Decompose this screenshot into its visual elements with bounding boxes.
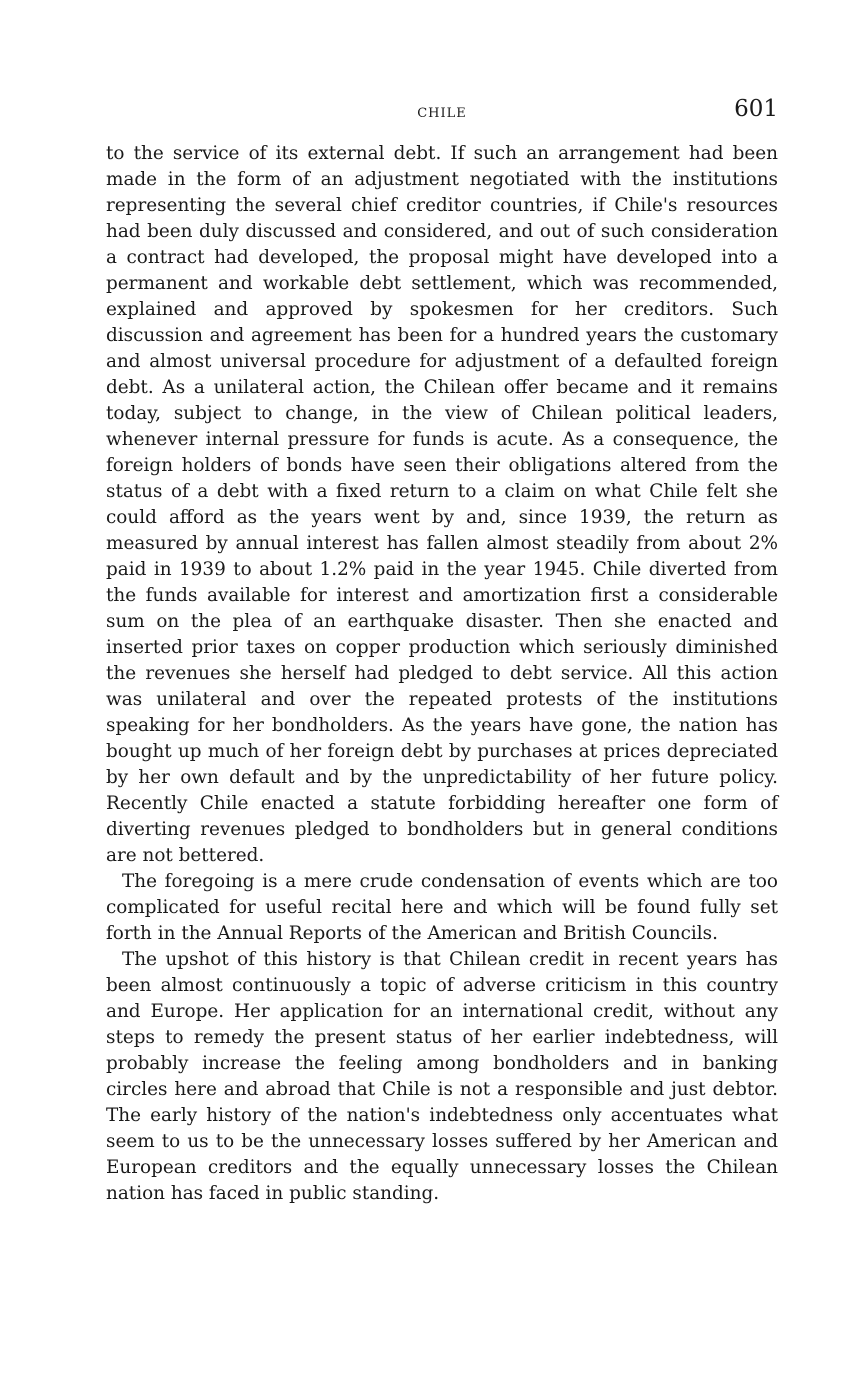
book-page — [106, 94, 778, 1207]
body-text — [106, 141, 778, 1207]
paragraph-upshot: The upshot of this history is that Chilean credit in recent years has been almost continuously a topic of adverse criticism in this country and Europe. Her application for an international credit, without any steps to remedy the present status of her earlier indebtedness, will probably increase the feeling among bondholders and in banking circles here and abroad that Chile is not a responsible and just debtor. The early history of the nation's indebtedness only accentuates what seem to us to be the unnecessary losses suffered by her American and European creditors and the equally unnecessary losses the Chilean nation has faced in public standing. — [106, 949, 778, 1204]
running-head — [106, 94, 778, 134]
paragraph-continuation: to the service of its external debt. If such an arrangement had been made in the form of an adjustment negotiated with the institutions representing the several chief creditor countries, if Chile's resources had been duly discussed and considered, and out of such consideration a contract had developed, the proposal might have developed into a permanent and workable debt settlement, which was recommended, explained and approved by spokesmen for her creditors. Such discussion and agreement has been for a hundred years the customary and almost universal procedure for adjustment of a defaulted foreign debt. As a unilateral action, the Chilean offer became and it remains today, subject to change, in the view of Chilean political leaders, whenever internal pressure for funds is acute. As a consequence, the foreign holders of bonds have seen their obligations altered from the status of a debt with a fixed return to a claim on what Chile felt she could afford as the years went by and, since 1939, the return as measured by annual interest has fallen almost steadily from about 2% paid in 1939 to about 1.2% paid in the year 1945. Chile diverted from the funds available for interest and amortization first a considerable sum on the plea of an earthquake disaster. Then she enacted and inserted prior taxes on copper production which seriously diminished the revenues she herself had pledged to debt service. All this action was unilateral and over the repeated protests of the institutions speaking for her bondholders. As the years have gone, the nation has bought up much of her foreign debt by purchases at prices depreciated by her own default and by the unpredictability of her future policy. Recently Chile enacted a statute forbidding hereafter one form of diverting revenues pledged to bondholders but in general conditions are not bettered. — [106, 143, 778, 866]
running-title: CHILE — [417, 106, 467, 121]
page-number: 601 — [734, 96, 778, 122]
paragraph-foregoing: The foregoing is a mere crude condensation of events which are too complicated for useful recital here and which will be found fully set forth in the Annual Reports of the American and British Councils. — [106, 871, 778, 944]
